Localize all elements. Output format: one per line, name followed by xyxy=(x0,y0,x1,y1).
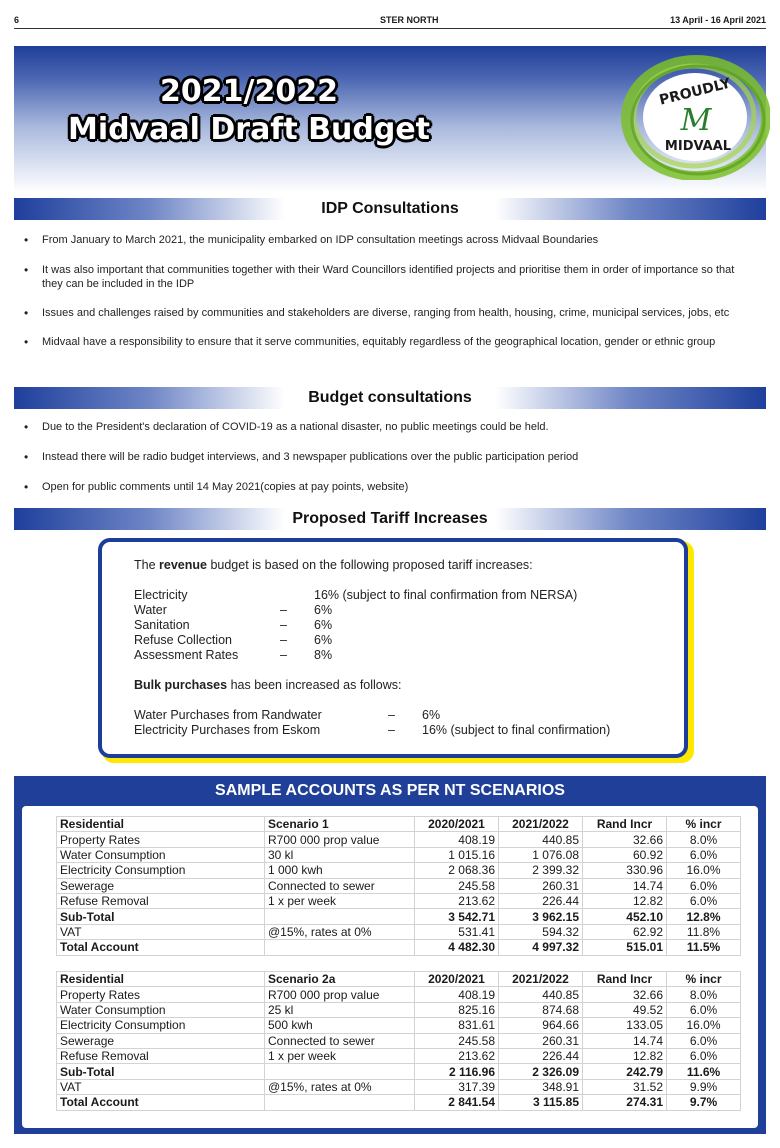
budget-section-bar xyxy=(14,387,766,409)
table-cell: 14.74 xyxy=(583,878,667,893)
table-cell: 2021/2022 xyxy=(499,972,583,987)
banner-title-year: 2021/2022 xyxy=(160,74,338,109)
table-header-row xyxy=(57,972,741,987)
bulk-item-value: 16% (subject to final confirmation) xyxy=(422,723,611,737)
table-row xyxy=(57,940,741,955)
table-cell: 226.44 xyxy=(499,1048,583,1063)
table-cell: 12.8% xyxy=(667,909,741,924)
table-cell: 2 841.54 xyxy=(415,1095,499,1110)
table-cell: Property Rates xyxy=(57,987,265,1002)
table-cell xyxy=(265,1064,415,1079)
table-cell: 330.96 xyxy=(583,863,667,878)
table-cell: 825.16 xyxy=(415,1002,499,1017)
table-cell: Scenario 1 xyxy=(265,817,415,832)
table-row xyxy=(57,878,741,893)
table-cell xyxy=(265,1095,415,1110)
table-row xyxy=(57,1095,741,1110)
table-cell: 12.82 xyxy=(583,893,667,908)
table-cell: 8.0% xyxy=(667,987,741,1002)
table-cell: 6.0% xyxy=(667,1002,741,1017)
table-cell: 213.62 xyxy=(415,893,499,908)
tariff-section-bar xyxy=(14,508,766,530)
table-row xyxy=(57,924,741,939)
table-row xyxy=(57,1079,741,1094)
table-cell: 2 116.96 xyxy=(415,1064,499,1079)
logo-text-top: PROUDLY xyxy=(657,75,733,109)
tariff-item-label: Electricity xyxy=(134,588,188,602)
table-cell: 317.39 xyxy=(415,1079,499,1094)
table-cell: 14.74 xyxy=(583,1033,667,1048)
table-row xyxy=(57,1002,741,1017)
table-cell: 964.66 xyxy=(499,1018,583,1033)
table-cell: Sub-Total xyxy=(57,909,265,924)
idp-heading: IDP Consultations xyxy=(321,200,459,217)
table-cell: 4 997.32 xyxy=(499,940,583,955)
table-cell: 260.31 xyxy=(499,1033,583,1048)
table-cell: @15%, rates at 0% xyxy=(265,924,415,939)
table-cell: Property Rates xyxy=(57,832,265,847)
scenario-1-table xyxy=(56,816,741,956)
table-cell: 226.44 xyxy=(499,893,583,908)
table-row xyxy=(57,847,741,862)
page-number: 6 xyxy=(14,15,20,25)
tariff-item-value: 6% xyxy=(314,633,333,647)
table-cell: 25 kl xyxy=(265,1002,415,1017)
table-cell: 2020/2021 xyxy=(415,817,499,832)
bulk-purchases-intro: Bulk purchases has been increased as follows: xyxy=(134,678,402,692)
table-cell: 452.10 xyxy=(583,909,667,924)
bulk-item-value: 6% xyxy=(422,708,441,722)
table-cell: 6.0% xyxy=(667,878,741,893)
tariff-item-dash: – xyxy=(280,603,287,617)
table-cell: 1 015.16 xyxy=(415,847,499,862)
budget-heading: Budget consultations xyxy=(308,389,472,406)
table-cell: 260.31 xyxy=(499,878,583,893)
table-header-row xyxy=(57,817,741,832)
list-item: • Instead there will be radio budget interviews, and 3 newspaper publications over the public participation period xyxy=(24,450,754,464)
table-cell: Water Consumption xyxy=(57,847,265,862)
table-cell: 3 115.85 xyxy=(499,1095,583,1110)
table-cell: Electricity Consumption xyxy=(57,863,265,878)
table-cell: 408.19 xyxy=(415,832,499,847)
table-cell: Electricity Consumption xyxy=(57,1018,265,1033)
table-cell: Sewerage xyxy=(57,1033,265,1048)
table-row xyxy=(57,832,741,847)
table-cell: % incr xyxy=(667,972,741,987)
table-cell: 245.58 xyxy=(415,878,499,893)
issue-date: 13 April - 16 April 2021 xyxy=(670,15,766,25)
bulk-item-label: Electricity Purchases from Eskom xyxy=(134,723,321,737)
table-cell: 6.0% xyxy=(667,1033,741,1048)
tariff-item-value: 6% xyxy=(314,618,333,632)
table-cell: @15%, rates at 0% xyxy=(265,1079,415,1094)
table-cell: 30 kl xyxy=(265,847,415,862)
publication-name: STER NORTH xyxy=(380,15,439,25)
sample-accounts-heading: SAMPLE ACCOUNTS AS PER NT SCENARIOS xyxy=(215,782,565,799)
logo-m-glyph: M xyxy=(680,103,712,138)
table-cell: 500 kwh xyxy=(265,1018,415,1033)
table-cell: 348.91 xyxy=(499,1079,583,1094)
table-cell: 2 068.36 xyxy=(415,863,499,878)
proudly-midvaal-logo xyxy=(618,52,770,180)
table-cell: Total Account xyxy=(57,1095,265,1110)
bulk-item-label: Water Purchases from Randwater xyxy=(134,708,322,722)
table-cell: 440.85 xyxy=(499,832,583,847)
table-cell: 2020/2021 xyxy=(415,972,499,987)
table-cell: 874.68 xyxy=(499,1002,583,1017)
table-cell: 9.9% xyxy=(667,1079,741,1094)
list-item: • It was also important that communities together with their Ward Councillors identified projects and prioritise them in order of importance so that they can be included in the IDP xyxy=(24,263,754,291)
table-cell: 11.8% xyxy=(667,924,741,939)
list-item: • From January to March 2021, the municipality embarked on IDP consultation meetings across Midvaal Boundaries xyxy=(24,233,754,247)
table-cell: 1 000 kwh xyxy=(265,863,415,878)
budget-bullet-list xyxy=(24,420,754,494)
table-cell: 6.0% xyxy=(667,847,741,862)
table-cell: 2 399.32 xyxy=(499,863,583,878)
table-cell: 9.7% xyxy=(667,1095,741,1110)
table-cell: Sub-Total xyxy=(57,1064,265,1079)
banner-title-text: Midvaal Draft Budget xyxy=(67,112,431,147)
table-cell: 213.62 xyxy=(415,1048,499,1063)
table-cell: Refuse Removal xyxy=(57,1048,265,1063)
table-row xyxy=(57,893,741,908)
table-cell: 245.58 xyxy=(415,1033,499,1048)
list-item: • Issues and challenges raised by communities and stakeholders are diverse, ranging from health, housing, crime, municipal services, jobs, etc xyxy=(24,306,754,320)
table-cell: 1 076.08 xyxy=(499,847,583,862)
table-cell: 62.92 xyxy=(583,924,667,939)
table-cell: Refuse Removal xyxy=(57,893,265,908)
tariff-item-dash: – xyxy=(280,648,287,662)
sample-accounts-panel xyxy=(14,776,766,1134)
table-cell: 8.0% xyxy=(667,832,741,847)
tariff-intro: The revenue budget is based on the following proposed tariff increases: xyxy=(134,558,533,572)
idp-section-bar xyxy=(14,198,766,220)
table-cell: Rand Incr xyxy=(583,972,667,987)
tariff-item-dash: – xyxy=(280,618,287,632)
table-cell: 242.79 xyxy=(583,1064,667,1079)
table-cell: Residential xyxy=(57,817,265,832)
tariff-item-label: Refuse Collection xyxy=(134,633,232,647)
table-row xyxy=(57,987,741,1002)
table-cell: 2021/2022 xyxy=(499,817,583,832)
table-cell: 594.32 xyxy=(499,924,583,939)
scenario-2a-table xyxy=(56,971,741,1111)
tariff-item-label: Sanitation xyxy=(134,618,190,632)
table-row xyxy=(57,1064,741,1079)
table-cell: VAT xyxy=(57,1079,265,1094)
page-header xyxy=(14,13,766,29)
table-cell: 31.52 xyxy=(583,1079,667,1094)
table-cell: 4 482.30 xyxy=(415,940,499,955)
table-cell: 6.0% xyxy=(667,1048,741,1063)
list-item: • Due to the President's declaration of COVID-19 as a national disaster, no public meetings could be held. xyxy=(24,420,754,434)
bulk-item-dash: – xyxy=(388,723,395,737)
table-cell: Sewerage xyxy=(57,878,265,893)
table-cell xyxy=(265,909,415,924)
table-cell xyxy=(265,940,415,955)
table-cell: Connected to sewer xyxy=(265,1033,415,1048)
table-cell: % incr xyxy=(667,817,741,832)
table-cell: R700 000 prop value xyxy=(265,832,415,847)
tariff-heading: Proposed Tariff Increases xyxy=(292,510,488,527)
table-cell: 16.0% xyxy=(667,1018,741,1033)
table-cell: 6.0% xyxy=(667,893,741,908)
table-cell: Water Consumption xyxy=(57,1002,265,1017)
table-cell: Total Account xyxy=(57,940,265,955)
table-cell: 440.85 xyxy=(499,987,583,1002)
list-item: • Open for public comments until 14 May 2021(copies at pay points, website) xyxy=(24,480,754,494)
table-cell: 1 x per week xyxy=(265,893,415,908)
table-cell: Scenario 2a xyxy=(265,972,415,987)
table-row xyxy=(57,863,741,878)
tariff-item-dash: – xyxy=(280,633,287,647)
table-row xyxy=(57,1048,741,1063)
table-cell: 133.05 xyxy=(583,1018,667,1033)
table-cell: 32.66 xyxy=(583,832,667,847)
table-row xyxy=(57,1033,741,1048)
sample-accounts-inner xyxy=(22,806,758,1128)
table-cell: Residential xyxy=(57,972,265,987)
tariff-item-label: Water xyxy=(134,603,167,617)
table-cell: 408.19 xyxy=(415,987,499,1002)
table-cell: 2 326.09 xyxy=(499,1064,583,1079)
table-row xyxy=(57,1018,741,1033)
tariff-item-value: 16% (subject to final confirmation from NERSA) xyxy=(314,588,578,602)
tariff-item-label: Assessment Rates xyxy=(134,648,239,662)
table-cell: 60.92 xyxy=(583,847,667,862)
table-cell: Connected to sewer xyxy=(265,878,415,893)
idp-bullet-list xyxy=(24,233,754,349)
table-cell: 274.31 xyxy=(583,1095,667,1110)
bulk-item-dash: – xyxy=(388,708,395,722)
table-cell: 11.5% xyxy=(667,940,741,955)
tariff-box xyxy=(98,538,688,758)
tariff-item-value: 8% xyxy=(314,648,333,662)
table-cell: 531.41 xyxy=(415,924,499,939)
tariff-item-value: 6% xyxy=(314,603,333,617)
table-cell: 16.0% xyxy=(667,863,741,878)
table-cell: 32.66 xyxy=(583,987,667,1002)
table-row xyxy=(57,909,741,924)
table-cell: 515.01 xyxy=(583,940,667,955)
table-cell: 3 962.15 xyxy=(499,909,583,924)
table-cell: VAT xyxy=(57,924,265,939)
table-cell: 3 542.71 xyxy=(415,909,499,924)
table-cell: 49.52 xyxy=(583,1002,667,1017)
table-cell: 1 x per week xyxy=(265,1048,415,1063)
table-cell: 12.82 xyxy=(583,1048,667,1063)
table-cell: 11.6% xyxy=(667,1064,741,1079)
list-item: • Midvaal have a responsibility to ensure that it serve communities, equitably regardless of the geographical location, gender or ethnic group xyxy=(24,335,754,349)
logo-text-bottom: MIDVAAL xyxy=(664,139,732,154)
table-cell: Rand Incr xyxy=(583,817,667,832)
table-cell: 831.61 xyxy=(415,1018,499,1033)
table-cell: R700 000 prop value xyxy=(265,987,415,1002)
